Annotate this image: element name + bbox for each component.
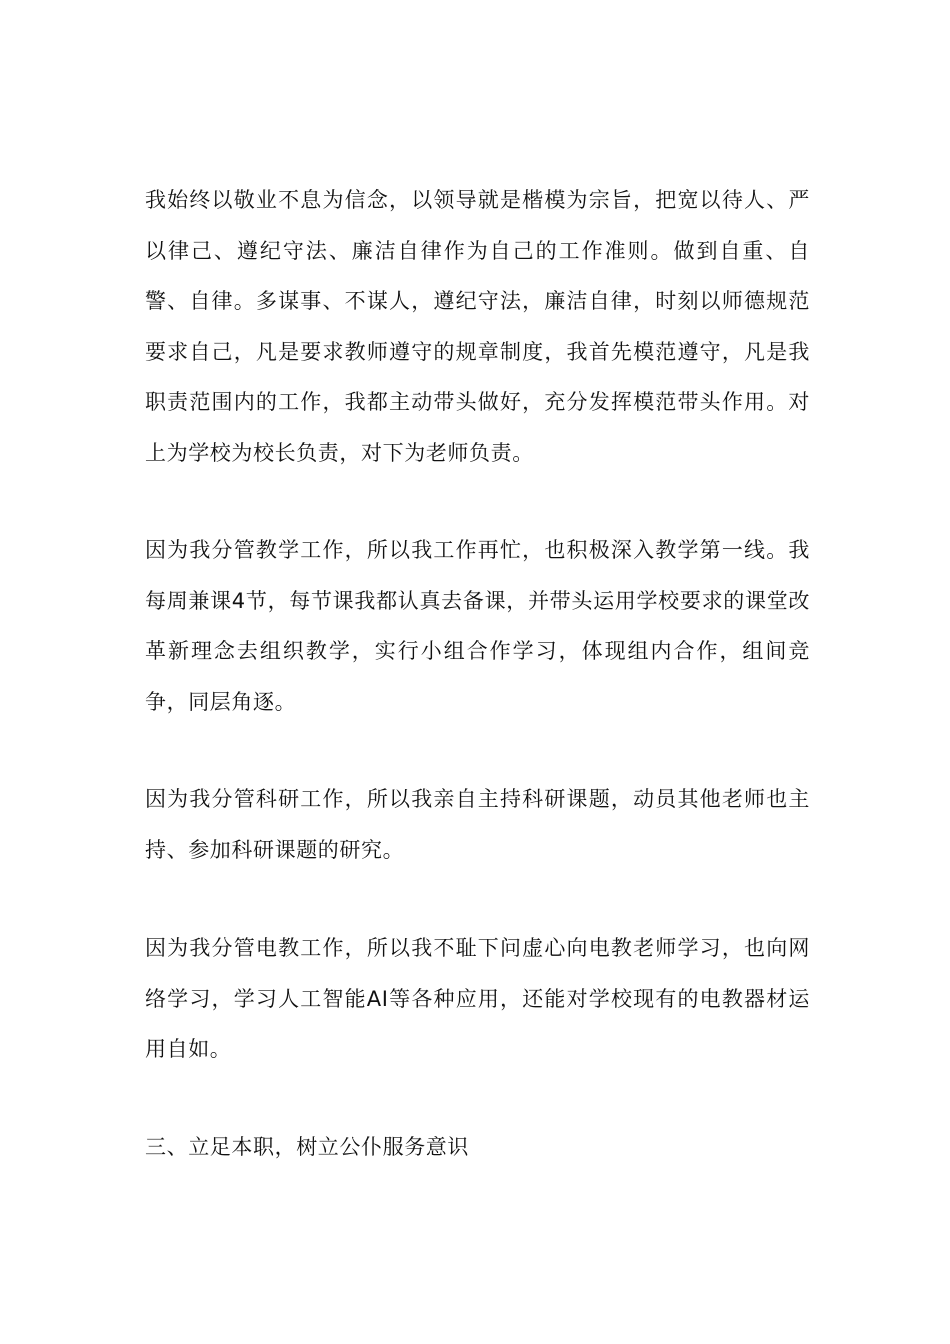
paragraph-teaching: 因为我分管教学工作，所以我工作再忙，也积极深入教学第一线。我每周兼课4节，每节课我都认真去备课，并带头运用学校要求的课堂改革新理念去组织教学，实行小组合作学习，体现组内合作，组间竞争，同层角逐。 [145, 538, 810, 714]
paragraph-av-education: 因为我分管电教工作，所以我不耻下问虚心向电教老师学习，也向网络学习，学习人工智能AI等各种应用，还能对学校现有的电教器材运用自如。 [145, 936, 810, 1062]
paragraph-integrity: 我始终以敬业不息为信念，以领导就是楷模为宗旨，把宽以待人、严以律己、遵纪守法、廉洁自律作为自己的工作准则。做到自重、自警、自律。多谋事、不谋人，遵纪守法，廉洁自律，时刻以师德规范要求自己，凡是要求教师遵守的规章制度，我首先模范遵守，凡是我职责范围内的工作，我都主动带头做好，充分发挥模范带头作用。对上为学校为校长负责，对下为老师负责。 [145, 188, 810, 465]
section-heading: 三、立足本职，树立公仆服务意识 [145, 1135, 469, 1159]
paragraph-research: 因为我分管科研工作，所以我亲自主持科研课题，动员其他老师也主持、参加科研课题的研究。 [145, 787, 810, 862]
